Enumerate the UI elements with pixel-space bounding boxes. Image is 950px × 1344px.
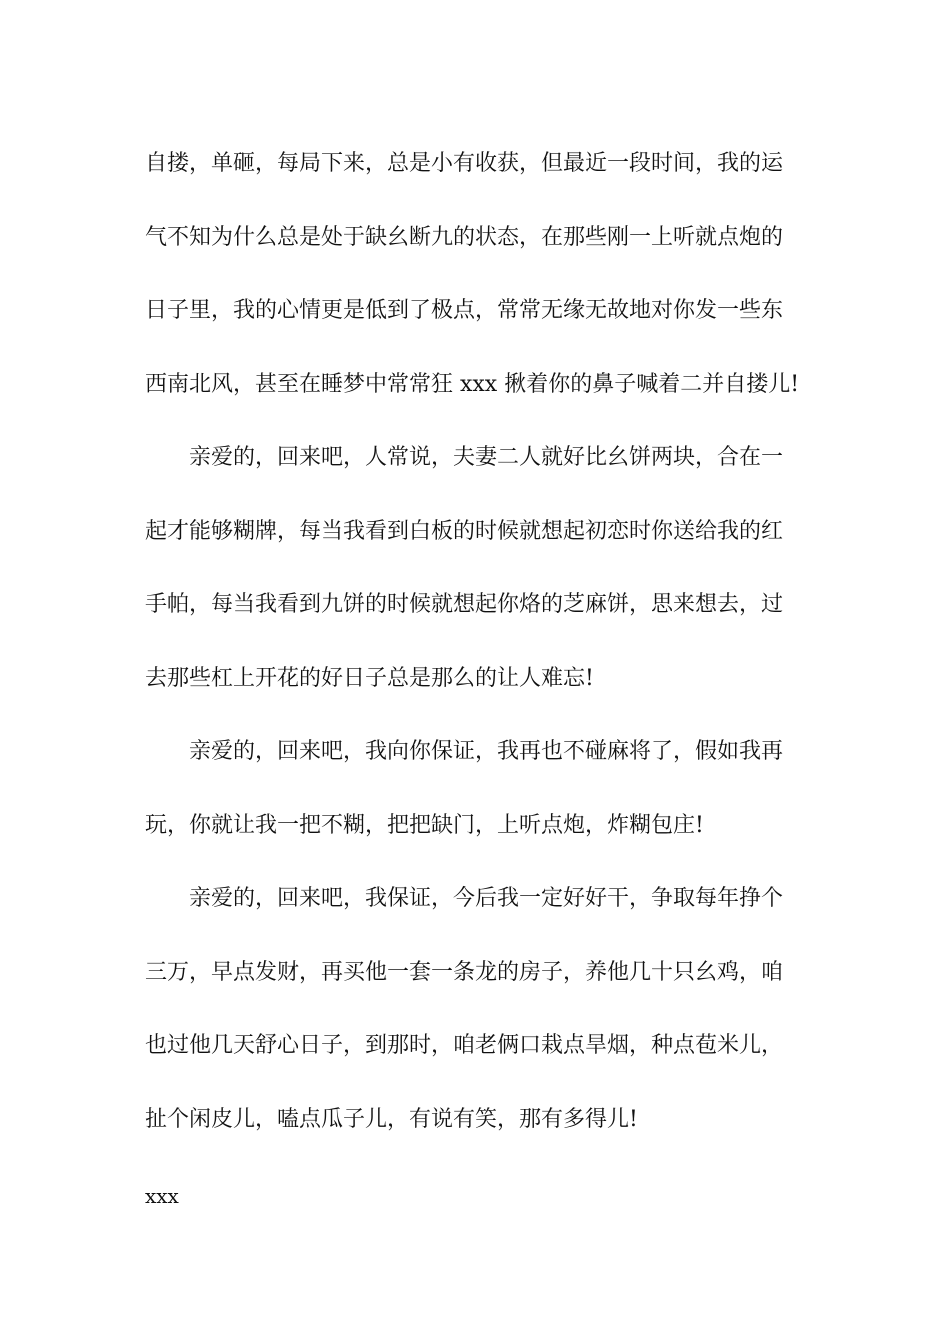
text-line: 玩，你就让我一把不糊，把把缺门，上听点炮，炸糊包庄! bbox=[145, 812, 704, 838]
text-line: 起才能够糊牌，每当我看到白板的时候就想起初恋时你送给我的红 bbox=[145, 518, 784, 544]
text-line: 三万，早点发财，再买他一套一条龙的房子，养他几十只幺鸡，咱 bbox=[145, 959, 784, 985]
text-line: 扯个闲皮儿，嗑点瓜子儿，有说有笑，那有多得儿! bbox=[145, 1106, 638, 1132]
text-line: 西南北风，甚至在睡梦中常常狂 xxx 揪着你的鼻子喊着二并自搂儿! bbox=[145, 371, 800, 397]
text-line: 去那些杠上开花的好日子总是那么的让人难忘! bbox=[145, 665, 594, 691]
text-line: 手帕，每当我看到九饼的时候就想起你烙的芝麻饼，思来想去，过 bbox=[145, 592, 784, 617]
text-line: 气不知为什么总是处于缺幺断九的状态，在那些刚一上听就点炮的 bbox=[145, 224, 784, 250]
text-line: 日子里，我的心情更是低到了极点，常常无缘无故地对你发一些东 bbox=[145, 298, 784, 323]
paragraph-first-line: 亲爱的，回来吧，我向你保证，我再也不碰麻将了，假如我再 bbox=[189, 739, 784, 764]
text-line: 自搂，单砸，每局下来，总是小有收获，但最近一段时间，我的运 bbox=[145, 151, 784, 176]
signature: xxx bbox=[145, 1184, 179, 1208]
paragraph-first-line: 亲爱的，回来吧，人常说，夫妻二人就好比幺饼两块，合在一 bbox=[189, 445, 784, 470]
letter-body bbox=[145, 127, 810, 1156]
text-line: 也过他几天舒心日子，到那时，咱老俩口栽点旱烟，种点苞米儿， bbox=[145, 1033, 784, 1058]
paragraph-first-line: 亲爱的，回来吧，我保证，今后我一定好好干，争取每年挣个 bbox=[189, 886, 784, 911]
